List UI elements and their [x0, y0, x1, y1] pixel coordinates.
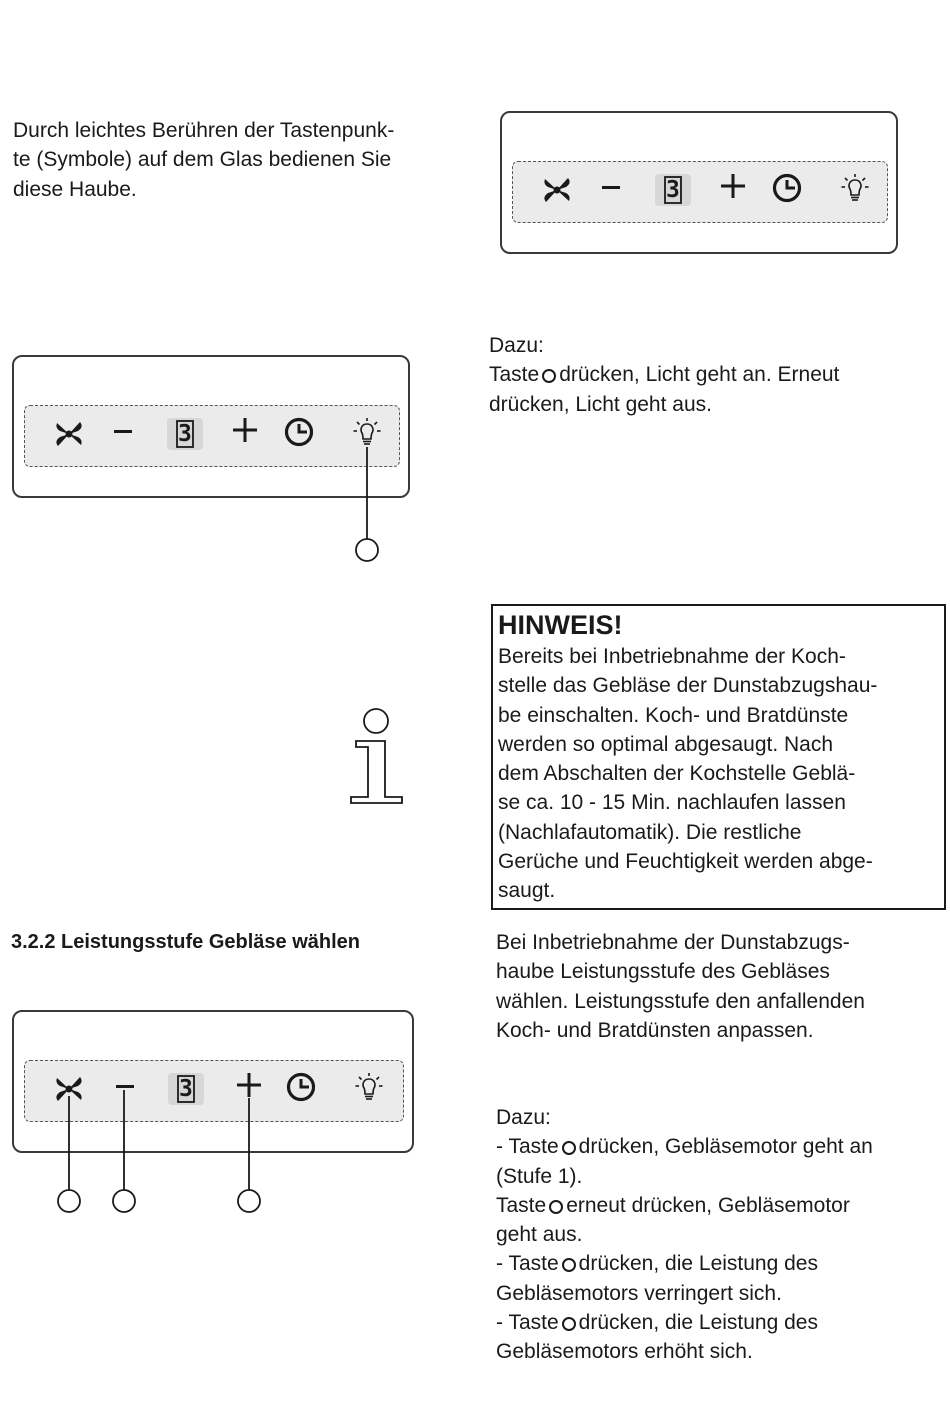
hinweis-line: dem Abschalten der Kochstelle Geblä-: [498, 762, 856, 786]
hinweis-line: se ca. 10 - 15 Min. nachlaufen lassen: [498, 791, 846, 815]
info-icon: [351, 709, 402, 803]
fan-step-on-cont: (Stufe 1).: [496, 1164, 583, 1188]
intro-line: Durch leichtes Berühren der Tastenpunk-: [13, 119, 395, 142]
fan-step-increase-cont: Gebläsemotors erhöht sich.: [496, 1340, 753, 1364]
minus-icon[interactable]: [113, 426, 133, 438]
fan-icon[interactable]: [53, 418, 85, 450]
fan-step-decrease: - Taste drücken, die Leistung des: [496, 1252, 818, 1276]
fan-step-increase: - Taste drücken, die Leistung des: [496, 1311, 818, 1335]
touch-strip: [24, 405, 400, 467]
touch-strip: [512, 161, 888, 223]
section-intro: [496, 928, 865, 1045]
minus-icon[interactable]: [115, 1081, 135, 1093]
fan-icon[interactable]: [53, 1073, 85, 1105]
hinweis-title: HINWEIS!: [498, 610, 623, 640]
touch-strip: [24, 1060, 404, 1122]
button-circle-icon: [549, 1200, 563, 1214]
timer-icon[interactable]: [285, 1071, 317, 1103]
fan-step-decrease-cont: Gebläsemotors verringert sich.: [496, 1281, 782, 1305]
light-icon[interactable]: [840, 173, 870, 205]
fan-instructions: [496, 1103, 873, 1367]
callout-circle-light: [356, 539, 378, 561]
button-circle-icon: [542, 369, 556, 383]
fan-level-display: [167, 418, 203, 450]
hinweis-box: [491, 604, 946, 910]
timer-icon[interactable]: [771, 172, 803, 204]
intro-line: te (Symbole) auf dem Glas bedienen Sie: [13, 148, 392, 172]
section-intro-line: haube Leistungsstufe des Gebläses: [496, 960, 830, 984]
display-digit: 3: [179, 1076, 193, 1102]
fan-level-display: [168, 1073, 204, 1105]
callout-circle-plus: [238, 1190, 260, 1212]
hinweis-line: werden so optimal abgesaugt. Nach: [498, 732, 834, 756]
intro-text: [13, 116, 394, 204]
hinweis-line: stelle das Gebläse der Dunstabzugshau-: [498, 674, 878, 698]
plus-icon[interactable]: [719, 172, 747, 200]
hinweis-line: saugt.: [498, 879, 556, 903]
light-icon[interactable]: [352, 417, 382, 449]
intro-line: diese Haube.: [13, 177, 137, 201]
control-panel-overview: [500, 111, 898, 254]
fan-step-off-cont: geht aus.: [496, 1223, 583, 1247]
light-icon[interactable]: [354, 1072, 384, 1104]
dazu-label: Dazu:: [496, 1106, 551, 1129]
hinweis-line: be einschalten. Koch- und Bratdünste: [498, 703, 849, 727]
timer-icon[interactable]: [283, 416, 315, 448]
minus-icon[interactable]: [601, 182, 621, 194]
light-step: Taste drücken, Licht geht an. Erneut: [489, 363, 840, 387]
fan-icon[interactable]: [541, 174, 573, 206]
button-circle-icon: [562, 1141, 576, 1155]
hinweis-body: [498, 642, 944, 906]
hinweis-line: (Nachlafautomatik). Die restliche: [498, 820, 802, 844]
display-digit: 3: [666, 177, 680, 203]
plus-icon[interactable]: [235, 1071, 263, 1099]
section-intro-line: Bei Inbetriebnahme der Dunstabzugs-: [496, 931, 850, 954]
fan-step-off: Taste erneut drücken, Gebläsemotor: [496, 1193, 850, 1217]
plus-icon[interactable]: [231, 416, 259, 444]
hinweis-line: Gerüche und Feuchtigkeit werden abge-: [498, 850, 873, 874]
hinweis-line: Bereits bei Inbetriebnahme der Koch-: [498, 645, 846, 668]
section-intro-line: wählen. Leistungsstufe den anfallenden: [496, 989, 865, 1013]
callout-circle-fan: [58, 1190, 80, 1212]
button-circle-icon: [562, 1317, 576, 1331]
light-instructions: [489, 331, 839, 419]
light-step-cont: drücken, Licht geht aus.: [489, 392, 712, 416]
fan-step-on: - Taste drücken, Gebläsemotor geht an: [496, 1135, 873, 1159]
control-panel-fan: [12, 1010, 414, 1153]
dazu-label: Dazu:: [489, 334, 544, 357]
fan-level-display: [655, 174, 691, 206]
display-digit: 3: [178, 421, 192, 447]
callout-circle-minus: [113, 1190, 135, 1212]
section-intro-line: Koch- und Bratdünsten anpassen.: [496, 1018, 814, 1042]
section-heading: 3.2.2 Leistungsstufe Gebläse wählen: [11, 931, 361, 953]
button-circle-icon: [562, 1258, 576, 1272]
control-panel-light: [12, 355, 410, 498]
